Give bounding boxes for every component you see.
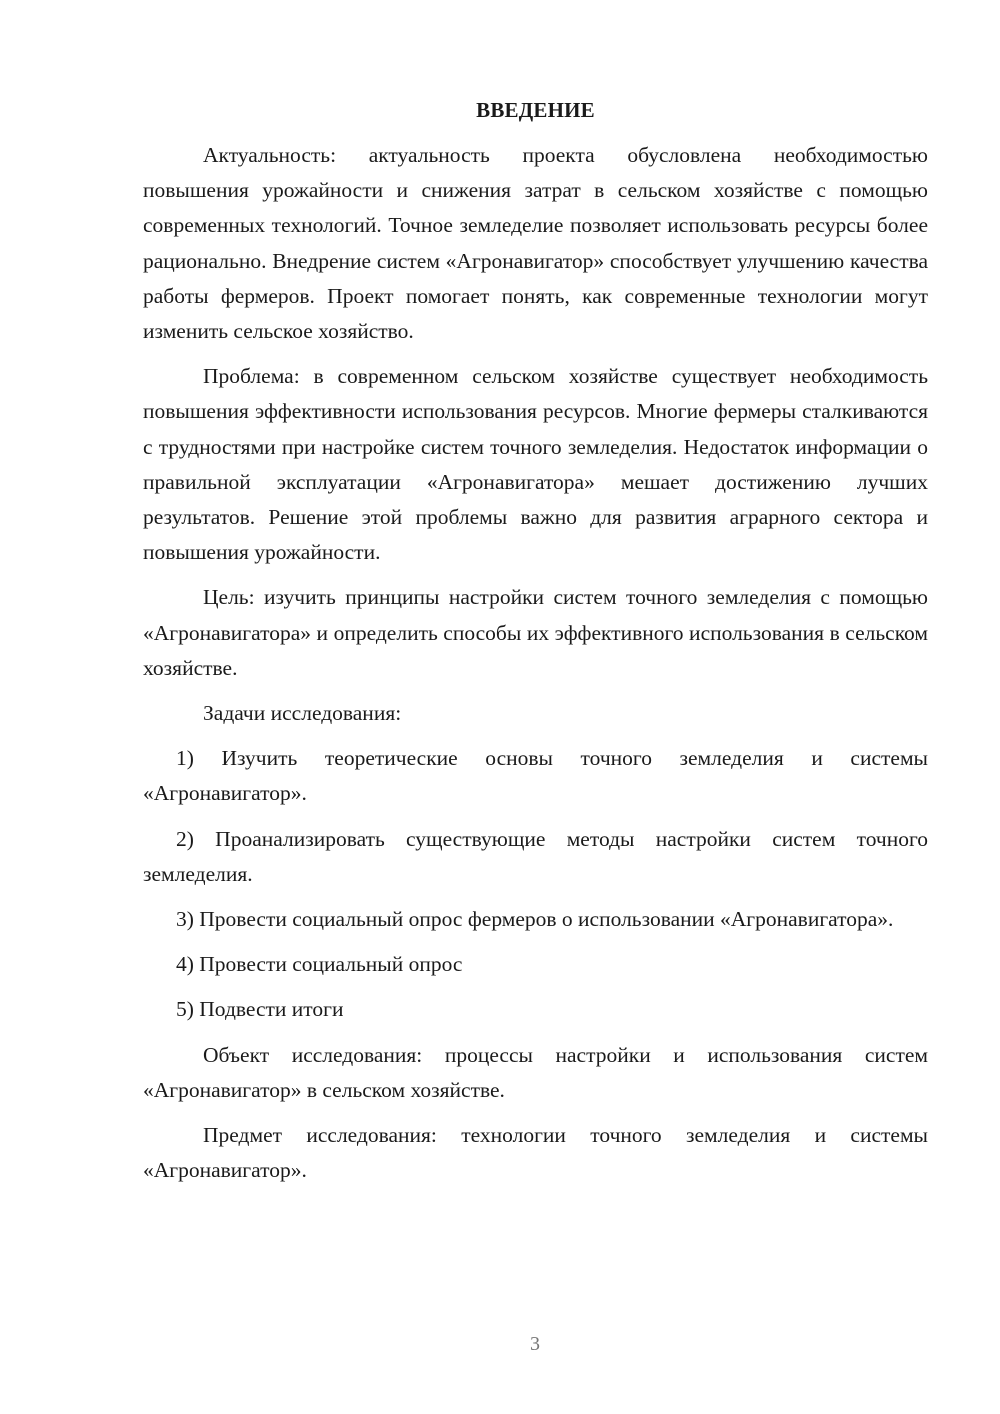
task-item-4: 4) Провести социальный опрос: [176, 952, 463, 977]
paragraph-problem: Проблема: в современном сельском хозяйстве существует необходимость повышения эффективности использования ресурсов. Многие фермеры сталкиваются с трудностями при настройке систем точного земледелия. Недостаток информации о правильной эксплуатации «Агронавигатора» мешает достижению лучших результатов. Решение этой проблемы важно для развития аграрного сектора и повышения урожайности.: [143, 364, 928, 565]
task-item-1: 1) Изучить теоретические основы точного земледелия и системы «Агронавигатор».: [143, 746, 928, 806]
paragraph-goal: Цель: изучить принципы настройки систем точного земледелия с помощью «Агронавигатора» и определить способы их эффективного использования в сельском хозяйстве.: [143, 585, 928, 680]
paragraph-subject: Предмет исследования: технологии точного земледелия и системы «Агронавигатор».: [143, 1123, 928, 1183]
paragraph-relevance: Актуальность: актуальность проекта обусловлена необходимостью повышения урожайности и снижения затрат в сельском хозяйстве с помощью современных технологий. Точное земледелие позволяет использовать ресурсы более рационально. Внедрение систем «Агронавигатор» способствует улучшению качества работы фермеров. Проект помогает понять, как современные технологии могут изменить сельское хозяйство.: [143, 143, 928, 344]
document-body: [143, 95, 928, 1188]
task-item-3: 3) Провести социальный опрос фермеров о использовании «Агронавигатора».: [176, 907, 894, 932]
paragraph-object: Объект исследования: процессы настройки и использования систем «Агронавигатор» в сельском хозяйстве.: [143, 1042, 928, 1102]
task-item-2: 2) Проанализировать существующие методы настройки систем точного земледелия.: [143, 826, 928, 886]
page-number: 3: [530, 1333, 540, 1355]
paragraph-tasks-heading: Задачи исследования:: [203, 701, 402, 726]
section-title: ВВЕДЕНИЕ: [476, 98, 595, 122]
task-item-5: 5) Подвести итоги: [176, 997, 344, 1022]
